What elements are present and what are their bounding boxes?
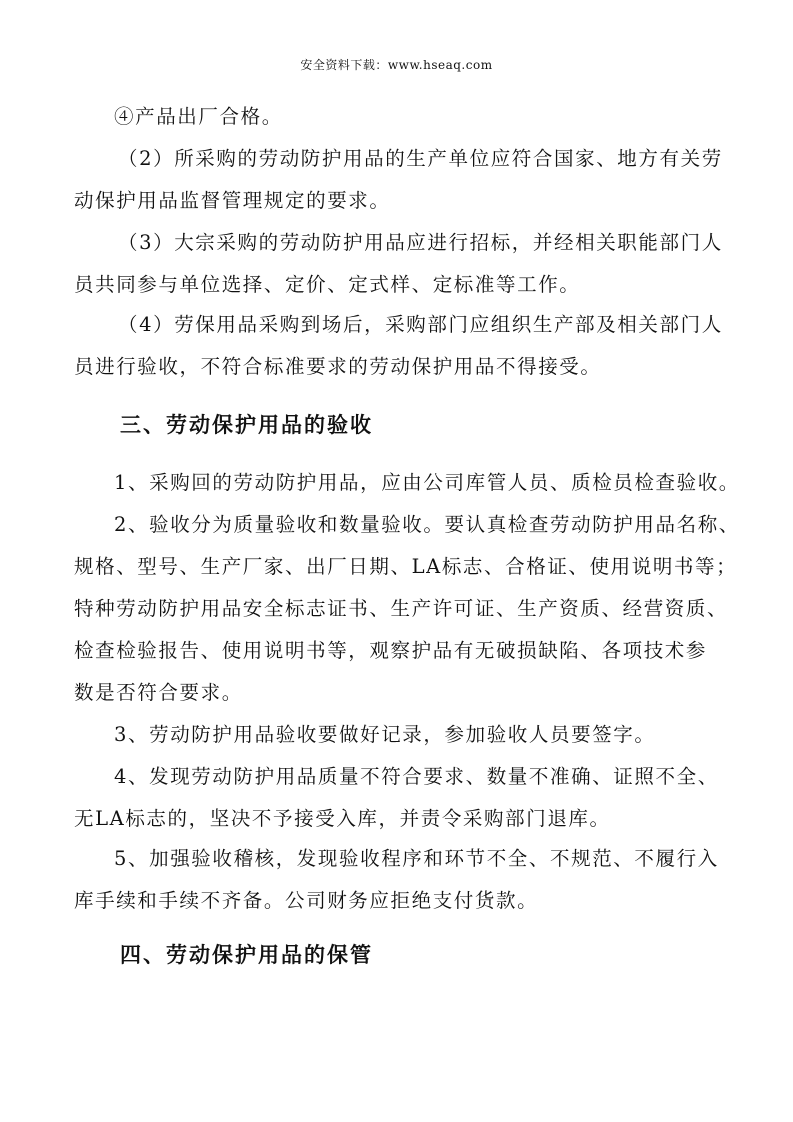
text-line: 动保护用品监督管理规定的要求。 xyxy=(74,189,391,212)
text-line: 员共同参与单位选择、定价、定式样、定标准等工作。 xyxy=(74,273,581,296)
section-heading: 三、劳动保护用品的验收 xyxy=(120,412,373,437)
page-header: 安全资料下载：www.hseaq.com xyxy=(300,58,493,72)
list-item xyxy=(74,838,724,922)
list-item xyxy=(74,462,740,504)
text-line: 检查检验报告、使用说明书等，观察护品有无破损缺陷、各项技术参 xyxy=(74,639,708,662)
text-line: 2、验收分为质量验收和数量验收。要认真检查劳动防护用品名称、 xyxy=(114,513,740,536)
list-item xyxy=(74,756,724,840)
paragraph xyxy=(74,96,724,138)
text-line: ④产品出厂合格。 xyxy=(114,105,283,128)
text-line: 1、采购回的劳动防护用品，应由公司库管人员、质检员检查验收。 xyxy=(114,471,740,494)
paragraph xyxy=(74,222,724,306)
text-line: 4、发现劳动防护用品质量不符合要求、数量不准确、证照不全、 xyxy=(114,765,719,788)
list-item xyxy=(74,504,740,714)
text-line: 员进行验收，不符合标准要求的劳动保护用品不得接受。 xyxy=(74,355,602,378)
text-line: （2）所采购的劳动防护用品的生产单位应符合国家、地方有关劳 xyxy=(118,147,723,170)
text-line: 5、加强验收稽核，发现验收程序和环节不全、不规范、不履行入 xyxy=(114,847,719,870)
paragraph xyxy=(74,138,724,222)
text-line: 规格、型号、生产厂家、出厂日期、LA标志、合格证、使用说明书等； xyxy=(74,555,738,578)
text-line: 库手续和手续不齐备。公司财务应拒绝支付货款。 xyxy=(74,889,539,912)
section-heading: 四、劳动保护用品的保管 xyxy=(120,942,373,967)
text-line: 3、劳动防护用品验收要做好记录，参加验收人员要签字。 xyxy=(114,723,656,746)
text-line: （4）劳保用品采购到场后，采购部门应组织生产部及相关部门人 xyxy=(118,313,723,336)
paragraph xyxy=(74,304,724,388)
text-line: 数是否符合要求。 xyxy=(74,681,243,704)
text-line: 无LA标志的，坚决不予接受入库，并责令采购部门退库。 xyxy=(74,807,611,830)
text-line: 特种劳动防护用品安全标志证书、生产许可证、生产资质、经营资质、 xyxy=(74,597,729,620)
text-line: （3）大宗采购的劳动防护用品应进行招标，并经相关职能部门人 xyxy=(118,231,723,254)
list-item xyxy=(74,714,724,756)
